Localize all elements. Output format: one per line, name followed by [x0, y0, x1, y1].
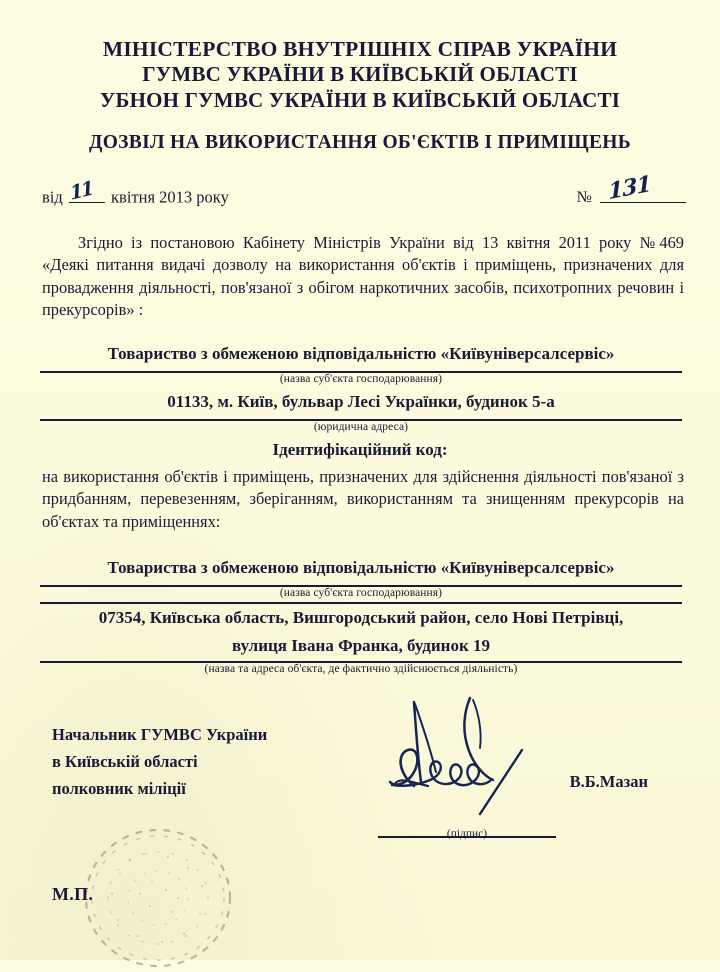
object-address-line1: 07354, Київська область, Вишгородський район, село Нові Петрівці,: [98, 608, 624, 627]
header-line-subdivision: УБНОН ГУМВС УКРАЇНИ В КИЇВСЬКІЙ ОБЛАСТІ: [99, 87, 621, 112]
date-day-rule: [69, 202, 105, 203]
object-address-caption: (назва та адреса об'єкта, де фактично здійснюється діяльність): [204, 663, 518, 675]
entity-name-caption: (назва суб'єкта господарювання): [279, 373, 443, 385]
handwritten-signature: [352, 690, 542, 820]
document-number-rule: [600, 202, 686, 203]
date-day-handwritten: 11: [68, 176, 94, 205]
signatory-name: В.Б.Мазан: [569, 772, 648, 791]
date-number-row: [42, 170, 686, 216]
purpose-paragraph: на використання об'єктів і приміщень, призначених для здійснення діяльності пов'язаної з придбанням, перевезенням, зберіганням, використанням та знищенням прекурсорів на об'єктах та приміщеннях:: [42, 467, 684, 531]
signatory-role-line-2: в Київській області: [52, 752, 198, 771]
stamp-place-label: М.П.: [52, 884, 94, 904]
object-entity-name-caption: (назва суб'єкта господарювання): [279, 587, 443, 599]
official-round-stamp: [72, 824, 244, 972]
signatory-role-line-3: полковник міліції: [52, 779, 186, 798]
document-number-field: [576, 170, 686, 208]
object-address-top-rule: [40, 602, 682, 604]
date-month-year-label: квітня 2013 року: [111, 187, 229, 207]
page-title: ДОЗВІЛ НА ВИКОРИСТАННЯ ОБ'ЄКТІВ І ПРИМІЩЕНЬ: [89, 132, 631, 153]
ministry-header: [0, 36, 720, 113]
identification-code-label: Ідентифікаційний код:: [272, 440, 448, 459]
document-number-blank: [600, 170, 686, 206]
date-prefix-label: від: [42, 187, 63, 207]
issue-date-field: [42, 176, 229, 208]
preamble-paragraph: Згідно із постановою Кабінету Міністрів України від 13 квітня 2011 року №469 «Деякі питання видачі дозволу на використання об'єктів і приміщень, призначених для провадження діяльності, пов'язаної з обігом наркотичних засобів, психотропних речовин і прекурсорів» :: [42, 233, 684, 319]
date-day-blank: [67, 176, 107, 205]
entity-address-value: 01133, м. Київ, бульвар Лесі Українки, будинок 5-а: [167, 392, 555, 411]
entity-address-caption: (юридична адреса): [313, 421, 409, 433]
entity-name-value: Товариство з обмеженою відповідальністю «Київуніверсалсервіс»: [107, 344, 615, 363]
header-line-ministry: МІНІСТЕРСТВО ВНУТРІШНІХ СПРАВ УКРАЇНИ: [102, 37, 618, 61]
object-entity-name-value: Товариства з обмеженою відповідальністю «Київуніверсалсервіс»: [107, 558, 615, 577]
document-number-handwritten: 131: [607, 170, 652, 206]
object-address-line2: вулиця Івана Франка, будинок 19: [232, 636, 490, 655]
number-symbol-label: №: [576, 188, 592, 206]
signature-caption: (підпис): [446, 828, 488, 840]
header-line-department: ГУМВС УКРАЇНИ В КИЇВСЬКІЙ ОБЛАСТІ: [142, 62, 578, 87]
signatory-role-line-1: Начальник ГУМВС України: [52, 725, 268, 744]
